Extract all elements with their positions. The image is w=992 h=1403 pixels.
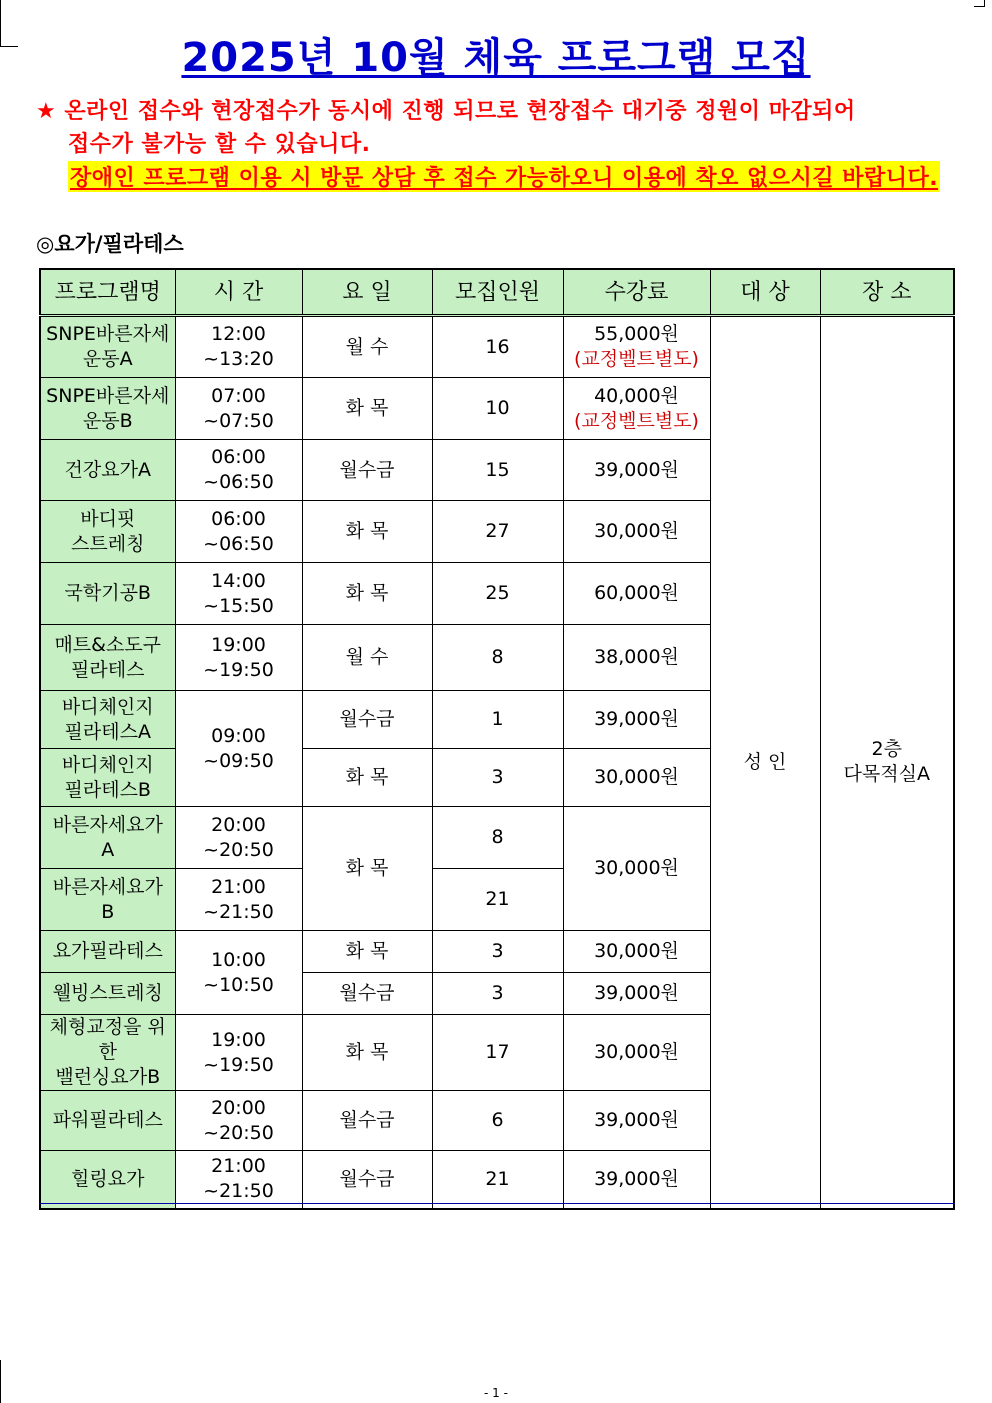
- end-time: ~19:50: [203, 658, 274, 681]
- capacity-cell: 15: [432, 440, 563, 501]
- fee-cell: 39,000원: [563, 691, 710, 749]
- days-cell: 월수금: [302, 440, 432, 501]
- page-title: [0, 26, 992, 83]
- fee-cell: 39,000원: [563, 440, 710, 501]
- program-name: 바른자세요가: [52, 875, 163, 898]
- program-name: 바디체인지: [61, 753, 154, 776]
- end-time: ~06:50: [203, 471, 274, 493]
- location-room: 다목적실A: [843, 763, 930, 786]
- fee-cell: 39,000원: [563, 973, 710, 1015]
- time-cell: [175, 691, 302, 807]
- time-cell: [175, 440, 302, 501]
- program-name-cell: [40, 869, 175, 931]
- program-name: 체형교정을 위한: [49, 1016, 166, 1063]
- program-name-cell: [40, 691, 175, 749]
- time-cell: [175, 501, 302, 563]
- end-time: ~07:50: [203, 409, 274, 432]
- fee-cell: 38,000원: [563, 625, 710, 691]
- fee-cell: 30,000원: [563, 807, 710, 931]
- time-cell: [175, 869, 302, 931]
- time-cell: [175, 1091, 302, 1151]
- program-name-cell: [40, 807, 175, 869]
- start-time: 21:00: [211, 1155, 266, 1178]
- end-time: ~13:20: [203, 348, 274, 370]
- days-cell: 월수금: [302, 1151, 432, 1209]
- fee-note: (교정벨트별도): [574, 348, 699, 370]
- start-time: 19:00: [211, 633, 266, 656]
- end-time: ~21:50: [203, 900, 274, 923]
- capacity-cell: 6: [432, 1091, 563, 1151]
- program-name: 바디체인지: [61, 695, 154, 718]
- program-name: 밸런싱요가B: [55, 1066, 161, 1088]
- start-time: 12:00: [211, 323, 266, 345]
- program-name-cell: [40, 749, 175, 807]
- time-cell: [175, 625, 302, 691]
- time-cell: [175, 378, 302, 440]
- end-time: ~19:50: [203, 1053, 274, 1076]
- end-time: ~15:50: [203, 594, 274, 617]
- fee-cell: 39,000원: [563, 1091, 710, 1151]
- table-underline: [39, 1203, 955, 1204]
- fee-value: 40,000원: [594, 384, 679, 407]
- end-time: ~20:50: [203, 838, 274, 861]
- start-time: 10:00: [211, 948, 266, 971]
- time-cell: [175, 563, 302, 625]
- start-time: 06:00: [211, 446, 266, 468]
- capacity-cell: 21: [432, 869, 563, 931]
- program-name-cell: [40, 625, 175, 691]
- notice-line-2: 접수가 불가능 할 수 있습니다.: [68, 132, 371, 157]
- start-time: 14:00: [211, 569, 266, 592]
- program-name-cell: 파워필라테스: [40, 1091, 175, 1151]
- capacity-cell: 25: [432, 563, 563, 625]
- program-name: 매트&소도구: [54, 633, 162, 656]
- program-name-cell: [40, 501, 175, 563]
- days-cell: 월수금: [302, 1091, 432, 1151]
- header-program: 프로그램명: [40, 269, 175, 316]
- header-fee: 수강료: [563, 269, 710, 316]
- program-name: 바디핏: [80, 507, 136, 530]
- fee-cell: 39,000원: [563, 1151, 710, 1209]
- program-name-cell: [40, 378, 175, 440]
- header-time: 시 간: [175, 269, 302, 316]
- days-cell: 월수금: [302, 973, 432, 1015]
- program-name: SNPE바른자세: [46, 323, 170, 345]
- end-time: ~10:50: [203, 973, 274, 996]
- location-floor: 2층: [871, 738, 902, 761]
- notice-line-3-highlight: 장애인 프로그램 이용 시 방문 상담 후 접수 가능하오니 이용에 착오 없으시길 바랍니다.: [68, 161, 940, 192]
- location-cell: [820, 316, 954, 1209]
- page-number: - 1 -: [484, 1386, 508, 1400]
- days-cell: 월수금: [302, 691, 432, 749]
- start-time: 07:00: [211, 384, 266, 407]
- start-time: 09:00: [211, 724, 266, 747]
- program-name: 스트레칭: [71, 532, 145, 555]
- capacity-cell: 3: [432, 749, 563, 807]
- header-location: 장 소: [820, 269, 954, 316]
- time-cell: [175, 807, 302, 869]
- program-name-cell: 웰빙스트레칭: [40, 973, 175, 1015]
- fee-note: (교정벨트별도): [574, 409, 699, 432]
- header-target: 대 상: [710, 269, 820, 316]
- table-header-row: [40, 269, 954, 316]
- target-cell: 성 인: [710, 316, 820, 1209]
- program-name: SNPE바른자세: [46, 384, 170, 407]
- fee-cell: 30,000원: [563, 931, 710, 973]
- time-cell: [175, 1151, 302, 1209]
- end-time: ~21:50: [203, 1180, 274, 1203]
- fee-cell: 60,000원: [563, 563, 710, 625]
- table-row: [40, 316, 954, 378]
- program-name: B: [101, 900, 115, 923]
- start-time: 21:00: [211, 875, 266, 898]
- start-time: 20:00: [211, 813, 266, 836]
- days-cell: 화 목: [302, 563, 432, 625]
- program-name-cell: [40, 1015, 175, 1091]
- days-cell: 화 목: [302, 378, 432, 440]
- time-cell: [175, 931, 302, 1015]
- days-cell: 화 목: [302, 807, 432, 931]
- capacity-cell: 8: [432, 807, 563, 869]
- program-name: 필라테스A: [64, 720, 151, 743]
- program-name: 운동B: [82, 409, 133, 432]
- page-title-text: 2025년 10월 체육 프로그램 모집: [181, 35, 811, 81]
- days-cell: 화 목: [302, 501, 432, 563]
- time-cell: [175, 1015, 302, 1091]
- program-name-cell: 요가필라테스: [40, 931, 175, 973]
- header-days: 요 일: [302, 269, 432, 316]
- fee-cell: [563, 378, 710, 440]
- end-time: ~06:50: [203, 532, 274, 555]
- time-cell: [175, 316, 302, 378]
- program-name-cell: [40, 316, 175, 378]
- days-cell: 월 수: [302, 625, 432, 691]
- capacity-cell: 8: [432, 625, 563, 691]
- program-name: A: [101, 838, 115, 861]
- corner-mark-top-right-h: [974, 6, 985, 7]
- header-capacity: 모집인원: [432, 269, 563, 316]
- fee-cell: [563, 316, 710, 378]
- days-cell: 화 목: [302, 749, 432, 807]
- capacity-cell: 16: [432, 316, 563, 378]
- capacity-cell: 27: [432, 501, 563, 563]
- program-name-cell: 건강요가A: [40, 440, 175, 501]
- section-title: ◎요가/필라테스: [36, 232, 184, 256]
- fee-cell: 30,000원: [563, 749, 710, 807]
- capacity-cell: 10: [432, 378, 563, 440]
- program-name: 필라테스: [71, 658, 145, 681]
- days-cell: 월 수: [302, 316, 432, 378]
- program-name-cell: 국학기공B: [40, 563, 175, 625]
- capacity-cell: 1: [432, 691, 563, 749]
- capacity-cell: 21: [432, 1151, 563, 1209]
- program-name-cell: 힐링요가: [40, 1151, 175, 1209]
- end-time: ~09:50: [203, 749, 274, 772]
- capacity-cell: 3: [432, 931, 563, 973]
- program-name: 필라테스B: [64, 778, 151, 801]
- end-time: ~20:50: [203, 1121, 274, 1144]
- program-name: 운동A: [82, 348, 133, 370]
- capacity-cell: 17: [432, 1015, 563, 1091]
- fee-cell: 30,000원: [563, 1015, 710, 1091]
- program-table: [39, 268, 955, 1210]
- days-cell: 화 목: [302, 1015, 432, 1091]
- program-name: 바른자세요가: [52, 813, 163, 836]
- days-cell: 화 목: [302, 931, 432, 973]
- fee-value: 55,000원: [594, 323, 679, 345]
- start-time: 20:00: [211, 1096, 266, 1119]
- fee-cell: 30,000원: [563, 501, 710, 563]
- notice-line-1: ★ 온라인 접수와 현장접수가 동시에 진행 되므로 현장접수 대기중 정원이 마감되어: [36, 99, 856, 124]
- start-time: 19:00: [211, 1028, 266, 1051]
- start-time: 06:00: [211, 507, 266, 530]
- capacity-cell: 3: [432, 973, 563, 1015]
